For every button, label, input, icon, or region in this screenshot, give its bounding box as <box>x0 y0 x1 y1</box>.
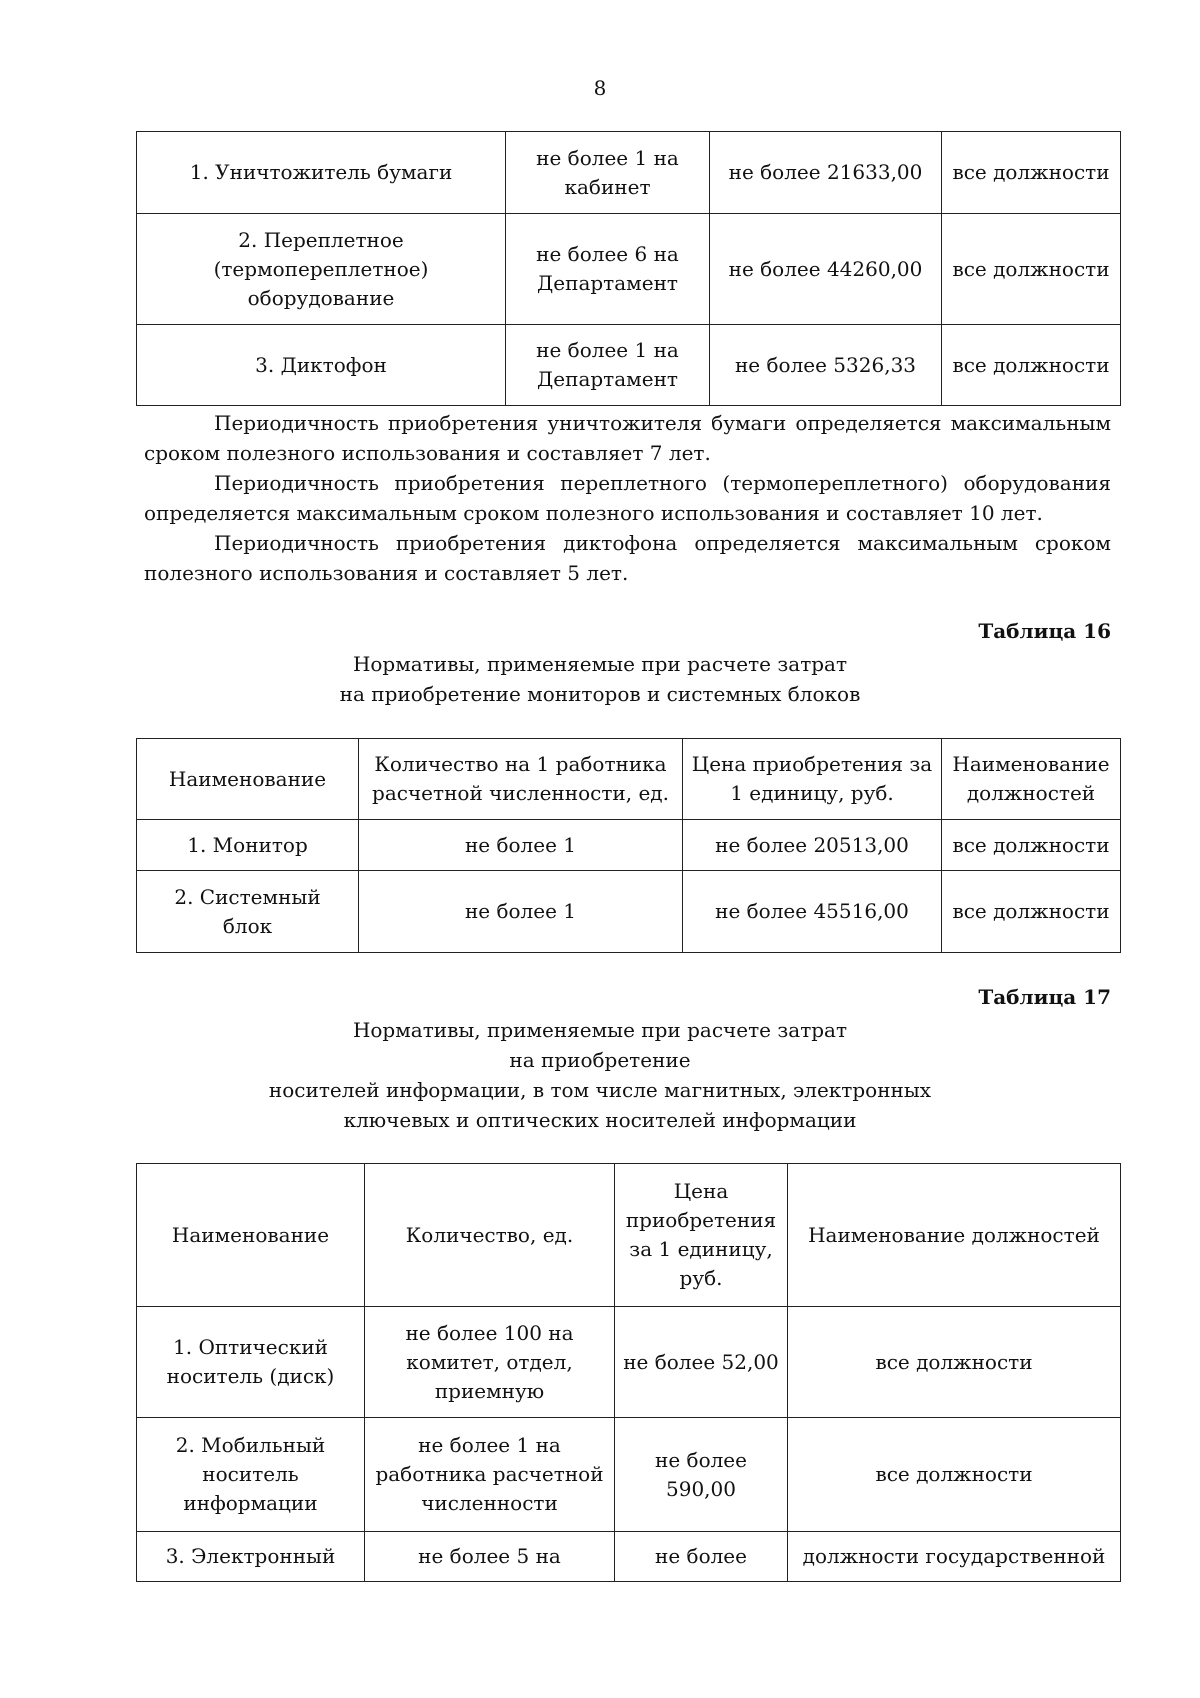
periodicity-text <box>144 408 1111 588</box>
column-header: Наименование должностей <box>788 1164 1121 1307</box>
paragraph: Периодичность приобретения переплетного (термопереплетного) оборудования определяется максимальным сроком полезного использования и составляет 10 лет. <box>144 471 1111 525</box>
cell: не более 1 на Департамент <box>506 325 710 406</box>
cell: все должности <box>788 1307 1121 1418</box>
table-row <box>137 820 1121 871</box>
column-header: Количество, ед. <box>365 1164 615 1307</box>
cell: не более 5326,33 <box>710 325 942 406</box>
cell: 1. Уничтожитель бумаги <box>137 132 506 214</box>
cell: 1. Оптический носитель (диск) <box>137 1307 365 1418</box>
cell: все должности <box>942 132 1121 214</box>
cell: все должности <box>942 871 1121 953</box>
table-16-monitors <box>136 738 1121 953</box>
cell: не более 20513,00 <box>683 820 942 871</box>
title-line: на приобретение мониторов и системных блоков <box>339 682 861 706</box>
title-line: Нормативы, применяемые при расчете затрат <box>352 1018 848 1042</box>
cell: все должности <box>942 325 1121 406</box>
cell: не более 1 на кабинет <box>506 132 710 214</box>
table-row <box>137 214 1121 325</box>
cell: все должности <box>942 820 1121 871</box>
table-16-title <box>0 649 1200 709</box>
paragraph: Периодичность приобретения диктофона определяется максимальным сроком полезного использования и составляет 5 лет. <box>144 531 1111 585</box>
cell: все должности <box>788 1418 1121 1532</box>
cell: 2. Мобильный носитель информации <box>137 1418 365 1532</box>
cell: должности государственной <box>788 1532 1121 1582</box>
column-header: Цена приобретения за 1 единицу, руб. <box>683 739 942 820</box>
table-row <box>137 1532 1121 1582</box>
column-header: Количество на 1 работника расчетной численности, ед. <box>359 739 683 820</box>
cell: не более 44260,00 <box>710 214 942 325</box>
title-line: на приобретение <box>509 1048 691 1072</box>
cell: не более 5 на <box>365 1532 615 1582</box>
cell: не более 45516,00 <box>683 871 942 953</box>
table-header-row <box>137 1164 1121 1307</box>
cell: не более 1 <box>359 820 683 871</box>
table-row <box>137 871 1121 953</box>
table-row <box>137 1418 1121 1532</box>
cell: не более 52,00 <box>615 1307 788 1418</box>
page-number: 8 <box>593 76 607 100</box>
table-17-storage-media <box>136 1163 1121 1582</box>
cell: 2. Переплетное (термопереплетное) оборудование <box>137 214 506 325</box>
column-header: Наименование должностей <box>942 739 1121 820</box>
cell: не более 1 <box>359 871 683 953</box>
cell: 3. Электронный <box>137 1532 365 1582</box>
column-header: Наименование <box>137 739 359 820</box>
table-row <box>137 132 1121 214</box>
table-row <box>137 1307 1121 1418</box>
cell: не более 100 на комитет, отдел, приемную <box>365 1307 615 1418</box>
table-row <box>137 325 1121 406</box>
paragraph: Периодичность приобретения уничтожителя бумаги определяется максимальным сроком полезного использования и составляет 7 лет. <box>144 411 1111 465</box>
cell: 1. Монитор <box>137 820 359 871</box>
title-line: ключевых и оптических носителей информации <box>343 1108 857 1132</box>
cell: не более 6 на Департамент <box>506 214 710 325</box>
table-header-row <box>137 739 1121 820</box>
table-17-label: Таблица 17 <box>978 985 1111 1009</box>
table-16-label: Таблица 16 <box>978 619 1111 643</box>
table-17-title <box>0 1015 1200 1135</box>
cell: все должности <box>942 214 1121 325</box>
cell: 3. Диктофон <box>137 325 506 406</box>
cell: не более 21633,00 <box>710 132 942 214</box>
column-header: Наименование <box>137 1164 365 1307</box>
cell: не более 590,00 <box>615 1418 788 1532</box>
cell: не более 1 на работника расчетной численности <box>365 1418 615 1532</box>
cell: не более <box>615 1532 788 1582</box>
title-line: носителей информации, в том числе магнитных, электронных <box>268 1078 932 1102</box>
table-15-equipment <box>136 131 1121 406</box>
cell: 2. Системный блок <box>137 871 359 953</box>
column-header: Цена приобретения за 1 единицу, руб. <box>615 1164 788 1307</box>
title-line: Нормативы, применяемые при расчете затрат <box>352 652 848 676</box>
